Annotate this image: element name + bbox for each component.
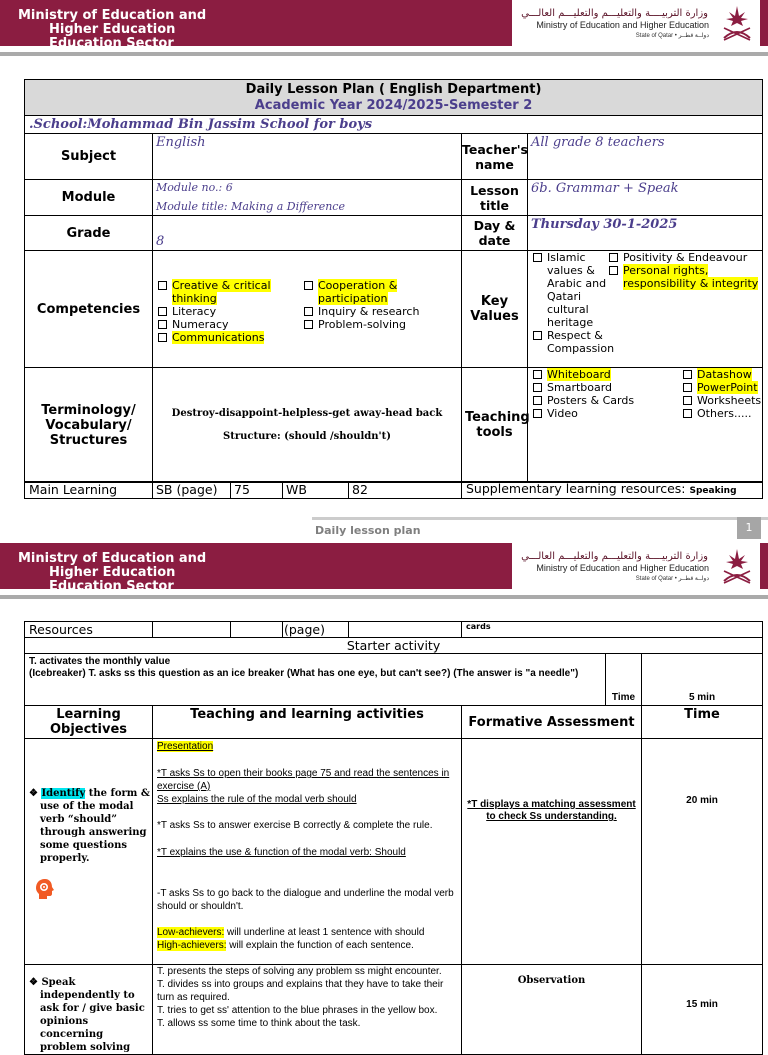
academic-year: Academic Year 2024/2025-Semester 2: [254, 97, 533, 113]
col-objectives: Learning Objectives: [25, 706, 153, 739]
ministry-line-2: Higher Education: [49, 22, 176, 37]
starter-line-2: (Icebreaker) T. asks ss this question as an ice breaker (What has one eye, but can't see?) (The answer is "a needle"): [29, 668, 579, 679]
day-label: Day & date: [462, 216, 528, 251]
checkbox-icon: [158, 333, 167, 342]
key-value-label: Respect & Compassion: [547, 329, 615, 355]
teacher-label: Teacher's name: [462, 134, 528, 180]
time-2: 15 min: [642, 965, 763, 1055]
starter-heading: Starter activity: [25, 638, 763, 654]
structure-text: Structure: (should /shouldn't): [223, 431, 391, 442]
key-value-item: [608, 251, 760, 264]
plan-title: Daily Lesson Plan ( English Department): [245, 81, 542, 97]
header-divider: [0, 52, 768, 56]
subject-label: Subject: [25, 134, 153, 180]
diamond-icon: ❖: [29, 977, 42, 988]
module-number: Module no.: 6: [156, 181, 233, 194]
activity-5: -T asks Ss to go back to the dialogue and underline the modal verb should or shouldn't.: [157, 888, 454, 912]
ministry-line-3: Education Sector: [49, 579, 174, 594]
checkbox-icon: [158, 281, 167, 290]
header-divider-2: [0, 595, 768, 599]
checkbox-icon: [683, 370, 692, 379]
resources-row-2: [24, 621, 763, 638]
activity-2: Ss explains the rule of the modal verb should: [157, 794, 357, 805]
competencies-cell: [153, 251, 462, 368]
supp-label: Supplementary learning resources:: [466, 481, 686, 496]
tools-list-2: [682, 368, 760, 420]
activity-3: *T asks Ss to answer exercise B correctly & complete the rule.: [157, 820, 433, 831]
resources-empty-2: [231, 621, 325, 638]
teaching-tool-item: [532, 407, 682, 420]
checkbox-icon: [304, 320, 313, 329]
teaching-tool-item: [682, 407, 760, 420]
ministry-title: [18, 9, 206, 51]
objective-2-text: Speak independently to ask for / give basic opinions concerning problem solving: [40, 977, 145, 1053]
teaching-tool-label: Datashow: [697, 368, 752, 381]
activity-s1: T. presents the steps of solving any problem ss might encounter.: [157, 966, 442, 977]
checkbox-icon: [158, 307, 167, 316]
plan-title-cell: [25, 80, 763, 116]
lesson-label: Lesson title: [462, 180, 528, 216]
competency-item: [157, 331, 303, 344]
checkbox-icon: [533, 331, 542, 340]
low-achievers-text: will underline at least 1 sentence with should: [224, 927, 425, 938]
qatar-emblem-icon: [720, 2, 754, 42]
checkbox-icon: [683, 383, 692, 392]
competency-item: [303, 318, 453, 331]
teaching-tool-item: [682, 394, 760, 407]
checkbox-icon: [533, 253, 542, 262]
competency-label: Inquiry & research: [318, 304, 420, 318]
ministry-line-1: Ministry of Education and: [18, 551, 207, 566]
assessment-1: *T displays a matching assessment to check Ss understanding.: [467, 799, 636, 822]
tools-label: Teaching tools: [462, 368, 528, 483]
teaching-tool-label: PowerPoint: [697, 381, 758, 394]
competency-label: Problem-solving: [318, 317, 406, 331]
wb-page: 82: [349, 482, 462, 499]
objective-2-cell: [25, 965, 153, 1055]
competency-item: [303, 305, 453, 318]
page-label: (page): [284, 621, 325, 637]
grade-value: 8: [153, 216, 462, 251]
checkbox-icon: [609, 266, 618, 275]
starter-cell: [25, 654, 606, 706]
activities-table: [24, 637, 763, 1055]
main-learning-label: Main Learning: [25, 482, 153, 499]
time-1: 20 min: [642, 739, 763, 965]
key-value-item: [532, 329, 615, 355]
presentation-label: Presentation: [157, 741, 214, 752]
brain-head-icon: [35, 878, 55, 900]
identify-word: Identify: [41, 788, 86, 799]
vocab-list: Destroy-disappoint-helpless-get away-head back: [171, 408, 443, 419]
competency-label: Communications: [172, 330, 265, 344]
checkbox-icon: [533, 396, 542, 405]
teaching-tool-label: Smartboard: [547, 381, 613, 394]
key-value-item: [608, 264, 760, 290]
lesson-plan-table: [24, 79, 763, 483]
teaching-tool-item: [532, 394, 682, 407]
ministry-logo: [512, 0, 760, 46]
subject-value: English: [153, 134, 462, 180]
col-activities: Teaching and learning activities: [153, 706, 462, 739]
ministry-logo-2: [512, 543, 760, 589]
assessment-1-cell: [462, 739, 642, 965]
vocab-cell: [153, 368, 462, 483]
competency-item: [157, 279, 303, 305]
resources-empty-1: [153, 622, 231, 638]
header-banner-2: [0, 543, 768, 594]
footer-label: Daily lesson plan: [315, 524, 421, 537]
resources-label: Resources: [25, 622, 153, 638]
diamond-icon: ❖: [29, 788, 42, 799]
key-values-cell: [528, 251, 763, 368]
checkbox-icon: [533, 370, 542, 379]
module-label: Module: [25, 180, 153, 216]
teaching-tool-item: [682, 381, 760, 394]
competency-label: Creative & critical thinking: [172, 278, 271, 305]
checkbox-icon: [533, 383, 542, 392]
key-value-item: [532, 251, 608, 329]
key-value-label: Islamic values & Arabic and Qatari cultural heritage: [547, 251, 607, 329]
footer-line: [312, 517, 768, 520]
tools-cell: [528, 368, 763, 483]
lesson-value: 6b. Grammar + Speak: [528, 180, 763, 216]
values-list-1: [532, 251, 615, 355]
objective-1-cell: [25, 739, 153, 965]
activities-1-cell: [153, 739, 462, 965]
objective-1-text: the form & use of the modal verb “should” through answering some questions properly.: [40, 788, 150, 864]
activity-s2: T. divides ss into groups and explains that they have to take their turn as required.: [157, 979, 444, 1003]
teaching-tool-label: Posters & Cards: [547, 394, 635, 407]
competency-item: [157, 318, 303, 331]
competencies-list-2: [303, 279, 453, 344]
activity-4: *T explains the use & function of the modal verb: Should: [157, 847, 406, 858]
logo-english-text: Ministry of Education and Higher Education: [536, 563, 709, 573]
teaching-tool-item: [532, 381, 682, 394]
logo-state-text: State of Qatar • دولــة قطــر: [635, 33, 709, 39]
activity-s4: T. allows ss some time to think about the task.: [157, 1018, 361, 1029]
teaching-tool-label: Worksheets: [697, 394, 762, 407]
starter-time-value: 5 min: [642, 654, 763, 706]
resources-empty-4: [349, 622, 462, 638]
competency-label: Numeracy: [172, 317, 229, 331]
starter-time-label: Time: [606, 654, 642, 706]
cards-text: cards: [462, 622, 763, 638]
wb-label: WB: [283, 482, 349, 499]
module-title: Module title: Making a Difference: [156, 200, 345, 213]
checkbox-icon: [304, 307, 313, 316]
activities-2-cell: [153, 965, 462, 1055]
key-values-label: Key Values: [462, 251, 528, 368]
ministry-title-2: [18, 552, 206, 594]
teaching-tool-item: [532, 368, 682, 381]
page-number: 1: [737, 517, 761, 539]
logo-state-text: State of Qatar • دولــة قطــر: [635, 576, 709, 582]
teaching-tool-label: Whiteboard: [547, 368, 611, 381]
logo-english-text: Ministry of Education and Higher Education: [536, 20, 709, 30]
checkbox-icon: [683, 409, 692, 418]
key-value-label: Positivity & Endeavour: [623, 251, 748, 264]
values-list-2: [608, 251, 760, 355]
school-name: .School:Mohammad Bin Jassim School for boys: [25, 116, 763, 134]
competency-label: Literacy: [172, 304, 217, 318]
high-achievers-label: High-achievers:: [157, 940, 227, 951]
high-achievers-text: will explain the function of each sentence.: [226, 940, 414, 951]
competency-item: [157, 305, 303, 318]
supp-cell: [462, 482, 763, 499]
checkbox-icon: [533, 409, 542, 418]
starter-line-1: T. activates the monthly value: [29, 656, 171, 667]
logo-arabic-text: وزارة التربيــــة والتعليـــم والتعليـــم العالـــي: [521, 8, 708, 19]
checkbox-icon: [683, 396, 692, 405]
col-time: Time: [642, 706, 763, 739]
competency-item: [303, 279, 453, 305]
header-banner: [0, 0, 768, 51]
checkbox-icon: [158, 320, 167, 329]
ministry-line-1: Ministry of Education and: [18, 8, 207, 23]
logo-arabic-text: وزارة التربيــــة والتعليـــم والتعليـــم العالـــي: [521, 551, 708, 562]
competencies-label: Competencies: [25, 251, 153, 368]
grade-label: Grade: [25, 216, 153, 251]
activity-1: *T asks Ss to open their books page 75 and read the sentences in exercise (A): [157, 768, 450, 792]
ministry-line-2: Higher Education: [49, 565, 176, 580]
competencies-list-1: [157, 279, 303, 344]
sb-label: SB (page): [153, 482, 231, 499]
teaching-tool-label: Video: [547, 407, 578, 420]
teaching-tool-item: [682, 368, 760, 381]
activity-s3: T. tries to get ss' attention to the blue phrases in the yellow box.: [157, 1005, 438, 1016]
teaching-tool-label: Others.....: [697, 407, 752, 420]
key-value-label: Personal rights, responsibility & integrity: [623, 264, 759, 290]
day-value: Thursday 30-1-2025: [528, 216, 763, 251]
checkbox-icon: [304, 281, 313, 290]
module-cell: [153, 180, 462, 216]
competency-label: Cooperation & participation: [318, 278, 398, 305]
sb-page: 75: [231, 482, 283, 499]
checkbox-icon: [609, 253, 618, 262]
supp-value: Speaking: [689, 486, 737, 496]
qatar-emblem-icon: [720, 545, 754, 585]
terminology-label: Terminology/ Vocabulary/ Structures: [25, 368, 153, 483]
low-achievers-label: Low-achievers:: [157, 927, 225, 938]
assessment-2: Observation: [462, 965, 642, 1055]
col-assessment: Formative Assessment: [462, 706, 642, 739]
resources-row-1: [24, 481, 763, 499]
teacher-value: All grade 8 teachers: [528, 134, 763, 180]
ministry-line-3: Education Sector: [49, 36, 174, 51]
tools-list-1: [532, 368, 682, 420]
